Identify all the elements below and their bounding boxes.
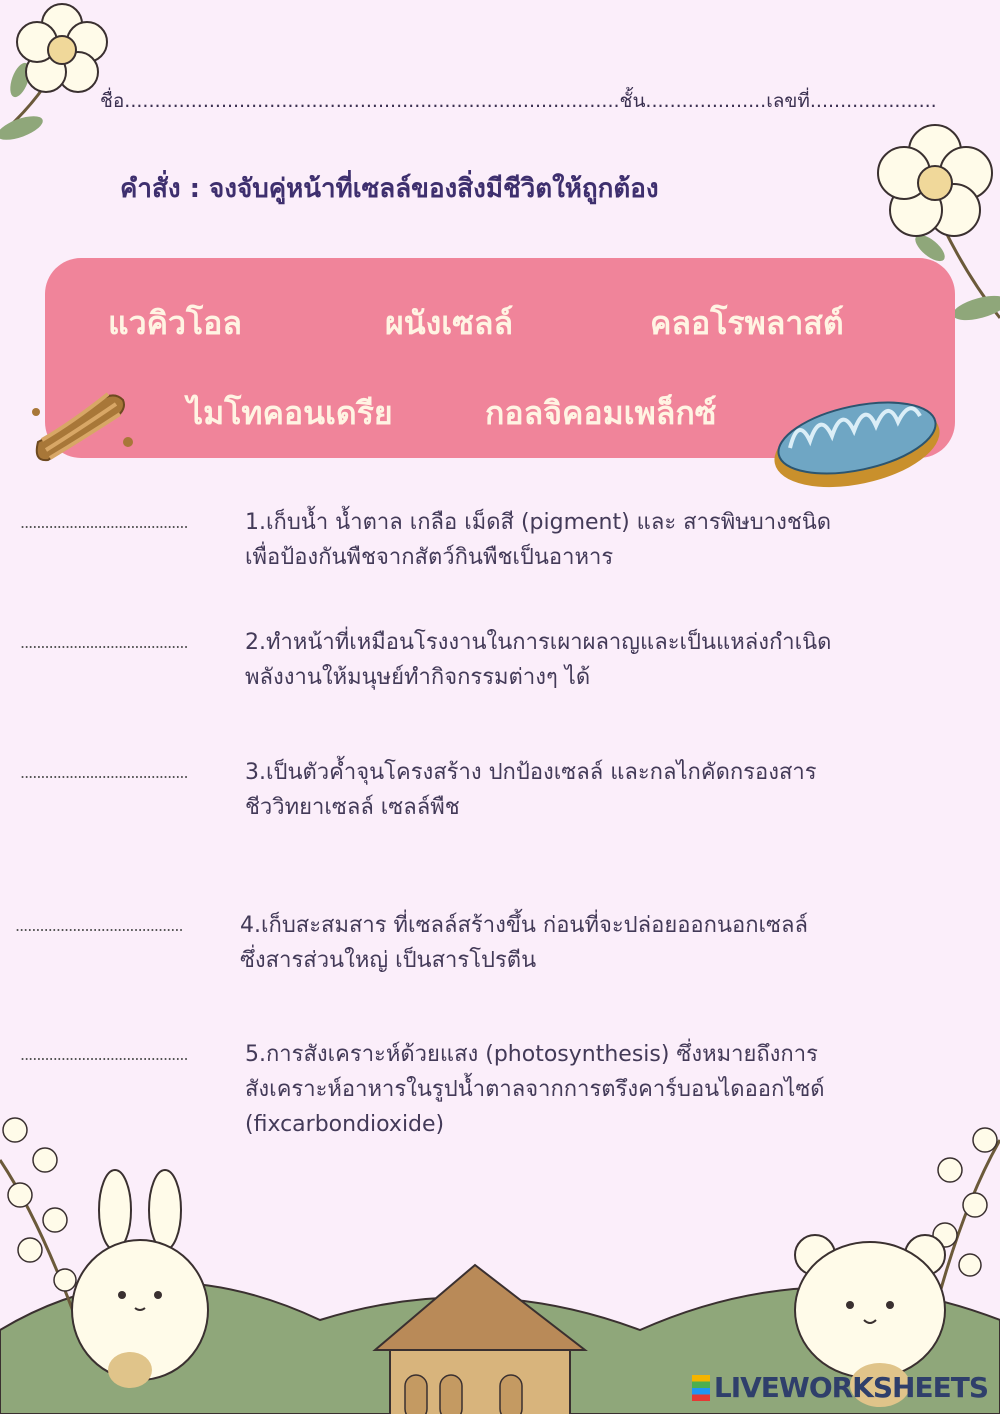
liveworksheets-logo-icon (692, 1375, 710, 1401)
flower-top-left-icon (0, 0, 130, 150)
mitochondria-icon (770, 386, 945, 496)
answer-blank[interactable]: ......................................... (20, 763, 188, 782)
answer-blank[interactable]: ......................................... (20, 1045, 188, 1064)
house-icon (375, 1265, 585, 1414)
bottom-scene (0, 1100, 1000, 1414)
question-line: 4.เก็บสะสมสาร ที่เซลล์สร้างขึ้น ก่อนที่จะปล่อยออกนอกเซลล์ (240, 913, 808, 938)
answer-blank[interactable]: ......................................... (20, 513, 188, 532)
word-bank-item: กอลจิคอมเพล็กซ์ (485, 394, 717, 432)
question-line: เพื่อป้องกันพืชจากสัตว์กินพืชเป็นอาหาร (245, 545, 614, 570)
answer-blank[interactable]: ......................................... (15, 916, 183, 935)
question-line: 2.ทำหน้าที่เหมือนโรงงานในการเผาผลาญและเป็นแหล่งกำเนิด (245, 630, 832, 655)
liveworksheets-watermark (692, 1371, 988, 1404)
word-bank-item: ไมโทคอนเดรีย (187, 394, 393, 432)
question-line: พลังงานให้มนุษย์ทำกิจกรรมต่างๆ ได้ (245, 665, 591, 690)
golgi-icon (28, 372, 140, 472)
question-2 (20, 625, 980, 700)
answer-blank[interactable]: ......................................... (20, 633, 188, 652)
question-line: 1.เก็บน้ำ น้ำตาล เกลือ เม็ดสี (pigment) และ สารพิษบางชนิด (245, 510, 832, 535)
student-info-line: ชื่อ..................................................................................ชั้น....................เลขที่..................... (100, 90, 937, 112)
blossom-left-icon (0, 1118, 80, 1330)
word-bank-item: คลอโรพลาสต์ (650, 304, 844, 342)
instruction-title: คำสั่ง : จงจับคู่หน้าที่เซลล์ของสิ่งมีชีวิตให้ถูกต้อง (120, 174, 659, 204)
watermark-text: LIVEWORKSHEETS (713, 1371, 988, 1404)
question-line: ชีววิทยาเซลล์ เซลล์พืช (245, 795, 460, 820)
question-line: สังเคราะห์อาหารในรูปน้ำตาลจากการตรึงคาร์บอนไดออกไซด์ (245, 1077, 825, 1102)
question-4 (15, 908, 975, 983)
question-1 (20, 505, 980, 580)
bunny-icon (72, 1170, 208, 1388)
question-line: 5.การสังเคราะห์ด้วยแสง (photosynthesis) ซึ่งหมายถึงการ (245, 1042, 818, 1067)
question-line: 3.เป็นตัวค้ำจุนโครงสร้าง ปกป้องเซลล์ และกลไกคัดกรองสาร (245, 760, 817, 785)
question-line: ซึ่งสารส่วนใหญ่ เป็นสารโปรตีน (240, 948, 537, 973)
question-3 (20, 755, 980, 830)
question-line: (fixcarbondioxide) (245, 1112, 445, 1137)
word-bank-item: ผนังเซลล์ (385, 304, 514, 342)
word-bank-item: แวคิวโอล (108, 304, 242, 342)
